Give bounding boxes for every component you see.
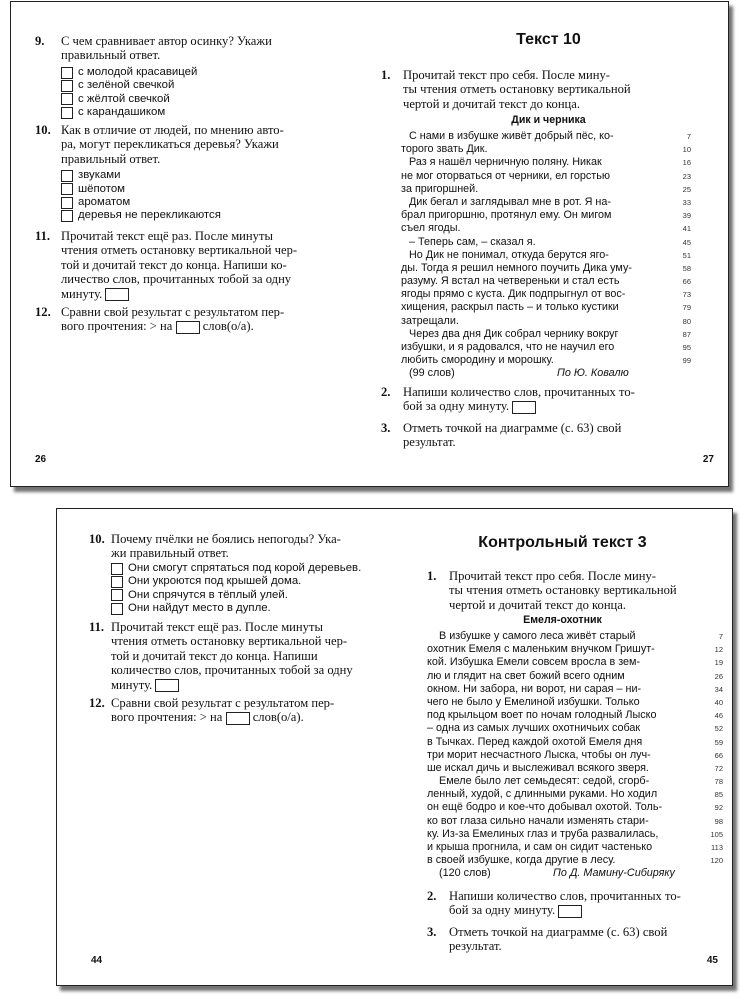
- story-line: за пригоршней. 25: [401, 182, 691, 195]
- story-line: съел ягоды. 41: [401, 222, 691, 235]
- page-26: [11, 2, 369, 486]
- story-line: ягоды прямо с куста. Дик подпрыгнул от вос- 73: [401, 288, 691, 301]
- page-44: [57, 509, 393, 985]
- answer-option[interactable]: звуками: [61, 169, 355, 182]
- word-count-marker: 72: [714, 763, 723, 773]
- question-number: 11.: [89, 620, 105, 634]
- task-text: Напиши количество слов, прочитанных то- бой за одну минуту.: [449, 889, 681, 918]
- answer-option[interactable]: Они найдут место в дупле.: [111, 602, 389, 615]
- task-number: 3.: [381, 421, 391, 435]
- word-count-marker: 52: [714, 724, 723, 734]
- question-text: Прочитай текст ещё раз. После минуты чтения отметь остановку вертикальной чер- той и дочитай текст до конца. Напиши ко- личество слов, прочитанных тобой за одну минуту.: [61, 229, 298, 301]
- word-count-marker: 7: [718, 632, 723, 641]
- story-line: Дик бегал и заглядывал мне в рот. Я на- 33: [409, 195, 691, 208]
- checkbox[interactable]: [61, 210, 73, 222]
- question-12: [35, 305, 355, 334]
- text-title: Контрольный текст 3: [478, 534, 647, 551]
- story-line: охотник Емеля с маленьким внучком Гришут- 12: [427, 643, 723, 656]
- word-count-marker: 19: [714, 658, 723, 668]
- question-number: 10.: [89, 532, 105, 546]
- question-text: Сравни свой результат с результатом пер- вого прочтения: > на слов(о/а).: [61, 305, 285, 334]
- story-line: он ещё бодро и кое-что добывал охотой. Толь- 92: [427, 801, 723, 814]
- word-count-marker: 92: [714, 803, 723, 813]
- story-line: избушки, и я радовался, что не научил его 95: [401, 341, 691, 353]
- word-count-marker: 59: [714, 737, 723, 747]
- question-text: Почему пчёлки не боялись непогоды? Ука- жи правильный ответ.: [111, 532, 341, 561]
- story-line: любить смородину и морошку. 99: [401, 354, 691, 367]
- story-title: Емеля-охотник: [523, 614, 602, 626]
- checkbox[interactable]: [111, 563, 123, 575]
- answer-options: [61, 169, 355, 223]
- page-number: 44: [91, 955, 103, 966]
- task-2: [381, 385, 671, 414]
- checkbox[interactable]: [61, 170, 73, 182]
- story-line: три морит несчастного Лыска, чтобы он луч- 66: [427, 748, 723, 761]
- story-text: [427, 630, 723, 881]
- story-line: хищения, раскрыл пасть – и только кустики 79: [401, 301, 691, 314]
- task-3: [427, 925, 727, 954]
- answer-box[interactable]: [558, 905, 582, 918]
- story-line: С нами в избушке живёт добрый пёс, ко- 7: [409, 130, 691, 142]
- word-count-marker: 26: [714, 671, 723, 681]
- answer-box[interactable]: [226, 712, 250, 725]
- story-line: лю и глядит на свет божий всего одним 26: [427, 669, 723, 682]
- answer-box[interactable]: [155, 679, 179, 692]
- task-number: 2.: [381, 385, 391, 399]
- task-3: [381, 421, 671, 450]
- answer-option[interactable]: шёпотом: [61, 183, 355, 196]
- story-line: кой. Избушка Емели совсем вросла в зем- 19: [427, 656, 723, 669]
- checkbox[interactable]: [61, 197, 73, 209]
- word-count-marker: 98: [714, 816, 723, 826]
- word-count-marker: 7: [686, 132, 691, 141]
- page-number: 27: [702, 454, 714, 465]
- question-number: 12.: [35, 305, 51, 319]
- question-text: С чем сравнивает автор осинку? Укажи правильный ответ.: [61, 34, 272, 63]
- question-11: [35, 229, 355, 301]
- story-line: – Теперь сам, – сказал я. 45: [409, 235, 691, 248]
- answer-option[interactable]: с зелёной свечкой: [61, 79, 355, 92]
- story-line: [401, 367, 691, 380]
- word-count-marker: 105: [710, 829, 723, 839]
- word-count-marker: 12: [714, 645, 723, 655]
- word-count-marker: 95: [682, 343, 691, 352]
- story-line: Через два дня Дик собрал чернику вокруг 87: [409, 327, 691, 340]
- checkbox[interactable]: [111, 603, 123, 615]
- answer-options: [61, 66, 355, 120]
- word-count-total: (120 слов): [439, 867, 491, 880]
- question-12: [89, 696, 389, 725]
- answer-option[interactable]: ароматом: [61, 196, 355, 209]
- word-count-marker: 51: [682, 250, 691, 260]
- word-count-marker: 120: [710, 856, 723, 866]
- checkbox[interactable]: [61, 80, 73, 92]
- answer-option[interactable]: Они смогут спрятаться под корой деревьев.: [111, 562, 389, 575]
- word-count-marker: 25: [682, 184, 691, 194]
- question-text: Прочитай текст ещё раз. После минуты чтения отметь остановку вертикальной чер- той и дочитай текст до конца. Напиши количество слов, прочитанных тобой за одну минуту.: [111, 620, 353, 692]
- task-1: [427, 569, 727, 612]
- word-count-marker: 46: [714, 711, 723, 721]
- task-number: 3.: [427, 925, 437, 939]
- question-10: [35, 123, 355, 223]
- answer-box[interactable]: [176, 321, 200, 334]
- story-line: в Тычках. Перед каждой охотой Емеля дня 59: [427, 735, 723, 748]
- page-number: 26: [35, 454, 47, 465]
- page-45: [393, 509, 732, 985]
- word-count-marker: 80: [682, 316, 691, 326]
- question-number: 9.: [35, 34, 45, 48]
- story-line: в своей избушке, когда другие в лесу. 120: [427, 854, 723, 867]
- word-count-marker: 39: [682, 211, 691, 221]
- question-11: [89, 620, 389, 692]
- answer-option[interactable]: Они укроются под крышей дома.: [111, 575, 389, 588]
- answer-option[interactable]: с молодой красавицей: [61, 66, 355, 79]
- task-number: 1.: [427, 569, 437, 583]
- task-2: [427, 889, 727, 918]
- word-count-marker: 78: [714, 777, 723, 787]
- story-line: торого звать Дик. 10: [401, 143, 691, 156]
- story-line: не мог оторваться от черники, ел горстью 23: [401, 169, 691, 182]
- word-count-marker: 40: [714, 697, 723, 707]
- story-line: ленный, худой, с длинными руками. Но ходил 85: [427, 788, 723, 801]
- question-10: [89, 532, 389, 615]
- page-number: 45: [706, 955, 718, 966]
- word-count-marker: 45: [682, 237, 691, 247]
- story-line: ше искал дичь и выслеживал всякого зверя. 72: [427, 761, 723, 774]
- word-count-marker: 33: [682, 197, 691, 207]
- checkbox[interactable]: [111, 589, 123, 601]
- checkbox[interactable]: [61, 67, 73, 79]
- word-count-marker: 85: [714, 790, 723, 800]
- story-line: Емеле было лет семьдесят: седой, сгорб- 78: [439, 775, 723, 788]
- task-text: Прочитай текст про себя. После мину- ты чтения отметь остановку вертикальной чертой и дочитай текст до конца.: [403, 68, 631, 111]
- story-line: разуму. Я встал на четвереньки и стал есть 66: [401, 275, 691, 288]
- answer-options: [111, 562, 389, 616]
- question-text: Сравни свой результат с результатом пер- вого прочтения: > на слов(о/а).: [111, 696, 335, 725]
- page-27: [369, 2, 728, 486]
- word-count-marker: 58: [682, 263, 691, 273]
- story-line: ко вот глаза сильно начали изменять стари- 98: [427, 814, 723, 827]
- story-line: В избушке у самого леса живёт старый 7: [439, 630, 723, 642]
- story-line: – одна из самых лучших охотничьих собак 52: [427, 722, 723, 735]
- task-text: Отметь точкой на диаграмме (с. 63) свой результат.: [449, 925, 668, 954]
- word-count-marker: 99: [682, 356, 691, 366]
- word-count-marker: 16: [682, 158, 691, 168]
- answer-box[interactable]: [512, 401, 536, 414]
- question-text: Как в отличие от людей, по мнению авто- ра, могут перекликаться деревья? Укажи правильный ответ.: [61, 123, 284, 166]
- story-title: Дик и черника: [511, 114, 586, 126]
- story-line: Но Дик не понимал, откуда берутся яго- 51: [409, 248, 691, 261]
- word-count-marker: 73: [682, 290, 691, 300]
- word-count-marker: 23: [682, 171, 691, 181]
- word-count-marker: 113: [711, 843, 723, 852]
- question-9: [35, 34, 355, 119]
- story-line: брал пригоршню, протянул ему. Он мигом 39: [401, 209, 691, 222]
- word-count-marker: 79: [682, 303, 691, 313]
- word-count-marker: 34: [714, 684, 723, 694]
- answer-box[interactable]: [105, 288, 129, 301]
- story-line: [427, 867, 723, 880]
- checkbox[interactable]: [61, 107, 73, 119]
- task-number: 1.: [381, 68, 391, 82]
- story-line: окном. Ни забора, ни ворот, ни сарая – ни- 34: [427, 682, 723, 695]
- task-text: Прочитай текст про себя. После мину- ты чтения отметь остановку вертикальной чертой и дочитай текст до конца.: [449, 569, 677, 612]
- checkbox[interactable]: [111, 576, 123, 588]
- story-line: ку. Из-за Емелиных глаз и труба развалилась, 105: [427, 827, 723, 840]
- answer-option[interactable]: Они спрячутся в тёплый улей.: [111, 589, 389, 602]
- story-line: затрещали. 80: [401, 314, 691, 327]
- answer-option[interactable]: с карандашиком: [61, 106, 355, 119]
- word-count-marker: 41: [682, 224, 691, 234]
- story-text: [401, 130, 691, 381]
- task-1: [381, 68, 671, 111]
- story-author: По Ю. Ковалю: [557, 367, 629, 380]
- story-author: По Д. Мамину-Сибиряку: [553, 867, 675, 880]
- task-text: Отметь точкой на диаграмме (с. 63) свой результат.: [403, 421, 622, 450]
- task-number: 2.: [427, 889, 437, 903]
- word-count-marker: 66: [682, 277, 691, 287]
- word-count-marker: 66: [714, 750, 723, 760]
- word-count-total: (99 слов): [409, 367, 455, 380]
- word-count-marker: 87: [682, 329, 691, 339]
- question-number: 10.: [35, 123, 51, 137]
- book-spread-pages-44-45: [56, 508, 733, 986]
- answer-option[interactable]: деревья не перекликаются: [61, 209, 355, 222]
- story-line: Раз я нашёл черничную поляну. Никак 16: [409, 156, 691, 169]
- book-spread-pages-26-27: [10, 1, 729, 487]
- task-text: Напиши количество слов, прочитанных то- бой за одну минуту.: [403, 385, 635, 414]
- text-title: Текст 10: [516, 31, 581, 48]
- story-line: ды. Тогда я решил немного поучить Дика уму- 58: [401, 261, 691, 274]
- story-line: и крыша прогнила, и сам он сидит частенько 113: [427, 841, 723, 853]
- story-line: чего не было у Емелиной избушки. Только 40: [427, 695, 723, 708]
- question-number: 11.: [35, 229, 51, 243]
- answer-option[interactable]: с жёлтой свечкой: [61, 93, 355, 106]
- checkbox[interactable]: [61, 183, 73, 195]
- word-count-marker: 10: [682, 145, 691, 155]
- checkbox[interactable]: [61, 93, 73, 105]
- story-line: под крыльцом воет по ночам голодный Лыско 46: [427, 709, 723, 722]
- question-number: 12.: [89, 696, 105, 710]
